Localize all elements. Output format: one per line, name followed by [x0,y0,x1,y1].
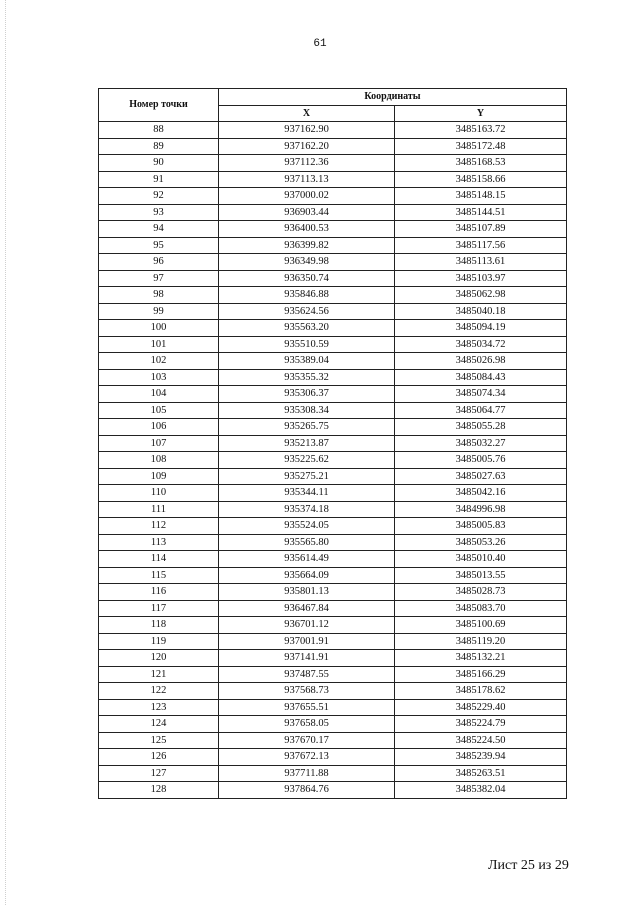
table-row [99,452,567,469]
table-row [99,584,567,601]
table-row [99,221,567,238]
x-coordinate-cell: 936350.74 [219,270,395,287]
y-coordinate-cell: 3485055.28 [395,419,567,436]
x-coordinate-cell: 937001.91 [219,633,395,650]
y-coordinate-cell: 3485144.51 [395,204,567,221]
y-coordinate-cell: 3485263.51 [395,765,567,782]
x-coordinate-cell: 937113.13 [219,171,395,188]
y-coordinate-cell: 3485032.27 [395,435,567,452]
table-row [99,765,567,782]
x-coordinate-cell: 935225.62 [219,452,395,469]
point-number-cell: 107 [99,435,219,452]
table-row [99,534,567,551]
y-coordinate-cell: 3484996.98 [395,501,567,518]
page-number: 61 [313,38,327,50]
point-number-cell: 126 [99,749,219,766]
y-coordinate-cell: 3485094.19 [395,320,567,337]
table-row [99,699,567,716]
point-number-cell: 105 [99,402,219,419]
table-row [99,666,567,683]
point-number-cell: 97 [99,270,219,287]
x-coordinate-cell: 936701.12 [219,617,395,634]
x-coordinate-cell: 937162.20 [219,138,395,155]
table-row [99,749,567,766]
header-coordinates: Координаты [219,89,567,106]
x-coordinate-cell: 937141.91 [219,650,395,667]
table-row [99,171,567,188]
table-row [99,782,567,799]
point-number-cell: 90 [99,155,219,172]
x-coordinate-cell: 936399.82 [219,237,395,254]
y-coordinate-cell: 3485027.63 [395,468,567,485]
y-coordinate-cell: 3485132.21 [395,650,567,667]
y-coordinate-cell: 3485084.43 [395,369,567,386]
point-number-cell: 96 [99,254,219,271]
header-x: X [219,105,395,122]
table-row [99,336,567,353]
point-number-cell: 108 [99,452,219,469]
point-number-cell: 95 [99,237,219,254]
x-coordinate-cell: 935306.37 [219,386,395,403]
x-coordinate-cell: 935213.87 [219,435,395,452]
x-coordinate-cell: 937658.05 [219,716,395,733]
point-number-cell: 102 [99,353,219,370]
point-number-cell: 99 [99,303,219,320]
point-number-cell: 112 [99,518,219,535]
y-coordinate-cell: 3485224.50 [395,732,567,749]
x-coordinate-cell: 935664.09 [219,567,395,584]
table-row [99,188,567,205]
point-number-cell: 109 [99,468,219,485]
point-number-cell: 128 [99,782,219,799]
table-row [99,732,567,749]
x-coordinate-cell: 935624.56 [219,303,395,320]
point-number-cell: 103 [99,369,219,386]
table-row [99,402,567,419]
coordinates-table [98,88,567,799]
table-row [99,716,567,733]
x-coordinate-cell: 936349.98 [219,254,395,271]
point-number-cell: 117 [99,600,219,617]
y-coordinate-cell: 3485083.70 [395,600,567,617]
y-coordinate-cell: 3485005.83 [395,518,567,535]
y-coordinate-cell: 3485107.89 [395,221,567,238]
x-coordinate-cell: 937655.51 [219,699,395,716]
x-coordinate-cell: 937162.90 [219,122,395,139]
point-number-cell: 114 [99,551,219,568]
x-coordinate-cell: 935801.13 [219,584,395,601]
table-row [99,419,567,436]
table-row [99,551,567,568]
x-coordinate-cell: 936467.84 [219,600,395,617]
y-coordinate-cell: 3485028.73 [395,584,567,601]
y-coordinate-cell: 3485166.29 [395,666,567,683]
point-number-cell: 93 [99,204,219,221]
y-coordinate-cell: 3485113.61 [395,254,567,271]
y-coordinate-cell: 3485103.97 [395,270,567,287]
point-number-cell: 121 [99,666,219,683]
y-coordinate-cell: 3485382.04 [395,782,567,799]
point-number-cell: 92 [99,188,219,205]
y-coordinate-cell: 3485239.94 [395,749,567,766]
x-coordinate-cell: 935510.59 [219,336,395,353]
y-coordinate-cell: 3485042.16 [395,485,567,502]
table-body [99,122,567,799]
y-coordinate-cell: 3485005.76 [395,452,567,469]
table-row [99,204,567,221]
y-coordinate-cell: 3485013.55 [395,567,567,584]
table-row [99,353,567,370]
x-coordinate-cell: 937000.02 [219,188,395,205]
table-row [99,303,567,320]
header-y: Y [395,105,567,122]
point-number-cell: 91 [99,171,219,188]
y-coordinate-cell: 3485026.98 [395,353,567,370]
x-coordinate-cell: 936400.53 [219,221,395,238]
table-row [99,386,567,403]
table-row [99,501,567,518]
y-coordinate-cell: 3485172.48 [395,138,567,155]
point-number-cell: 119 [99,633,219,650]
point-number-cell: 118 [99,617,219,634]
table-row [99,435,567,452]
table-row [99,320,567,337]
x-coordinate-cell: 935524.05 [219,518,395,535]
table-row [99,138,567,155]
x-coordinate-cell: 935563.20 [219,320,395,337]
y-coordinate-cell: 3485163.72 [395,122,567,139]
table-row [99,650,567,667]
x-coordinate-cell: 935846.88 [219,287,395,304]
y-coordinate-cell: 3485034.72 [395,336,567,353]
x-coordinate-cell: 935374.18 [219,501,395,518]
x-coordinate-cell: 937568.73 [219,683,395,700]
table-row [99,600,567,617]
x-coordinate-cell: 935614.49 [219,551,395,568]
y-coordinate-cell: 3485062.98 [395,287,567,304]
table-row [99,287,567,304]
table-row [99,155,567,172]
table-row [99,122,567,139]
table-row [99,270,567,287]
point-number-cell: 94 [99,221,219,238]
y-coordinate-cell: 3485040.18 [395,303,567,320]
point-number-cell: 111 [99,501,219,518]
x-coordinate-cell: 935389.04 [219,353,395,370]
x-coordinate-cell: 935265.75 [219,419,395,436]
y-coordinate-cell: 3485100.69 [395,617,567,634]
table-row [99,485,567,502]
y-coordinate-cell: 3485074.34 [395,386,567,403]
table-row [99,468,567,485]
point-number-cell: 101 [99,336,219,353]
table-row [99,254,567,271]
x-coordinate-cell: 937864.76 [219,782,395,799]
point-number-cell: 89 [99,138,219,155]
point-number-cell: 106 [99,419,219,436]
header-point-number: Номер точки [99,89,219,122]
point-number-cell: 113 [99,534,219,551]
x-coordinate-cell: 937487.55 [219,666,395,683]
sheet-label: Лист 25 из 29 [488,858,569,873]
y-coordinate-cell: 3485010.40 [395,551,567,568]
x-coordinate-cell: 935355.32 [219,369,395,386]
y-coordinate-cell: 3485117.56 [395,237,567,254]
table-row [99,369,567,386]
table-row [99,617,567,634]
y-coordinate-cell: 3485053.26 [395,534,567,551]
y-coordinate-cell: 3485224.79 [395,716,567,733]
y-coordinate-cell: 3485119.20 [395,633,567,650]
y-coordinate-cell: 3485148.15 [395,188,567,205]
table-row [99,518,567,535]
x-coordinate-cell: 937711.88 [219,765,395,782]
table-row [99,683,567,700]
point-number-cell: 124 [99,716,219,733]
point-number-cell: 123 [99,699,219,716]
x-coordinate-cell: 935275.21 [219,468,395,485]
point-number-cell: 116 [99,584,219,601]
table-row [99,633,567,650]
x-coordinate-cell: 935344.11 [219,485,395,502]
x-coordinate-cell: 937112.36 [219,155,395,172]
point-number-cell: 115 [99,567,219,584]
table-row [99,237,567,254]
point-number-cell: 100 [99,320,219,337]
x-coordinate-cell: 935308.34 [219,402,395,419]
table-row [99,567,567,584]
y-coordinate-cell: 3485229.40 [395,699,567,716]
point-number-cell: 122 [99,683,219,700]
point-number-cell: 98 [99,287,219,304]
point-number-cell: 88 [99,122,219,139]
y-coordinate-cell: 3485168.53 [395,155,567,172]
x-coordinate-cell: 936903.44 [219,204,395,221]
point-number-cell: 120 [99,650,219,667]
y-coordinate-cell: 3485064.77 [395,402,567,419]
point-number-cell: 104 [99,386,219,403]
point-number-cell: 125 [99,732,219,749]
x-coordinate-cell: 937670.17 [219,732,395,749]
point-number-cell: 127 [99,765,219,782]
x-coordinate-cell: 937672.13 [219,749,395,766]
binding-line [5,0,6,905]
point-number-cell: 110 [99,485,219,502]
x-coordinate-cell: 935565.80 [219,534,395,551]
y-coordinate-cell: 3485158.66 [395,171,567,188]
y-coordinate-cell: 3485178.62 [395,683,567,700]
